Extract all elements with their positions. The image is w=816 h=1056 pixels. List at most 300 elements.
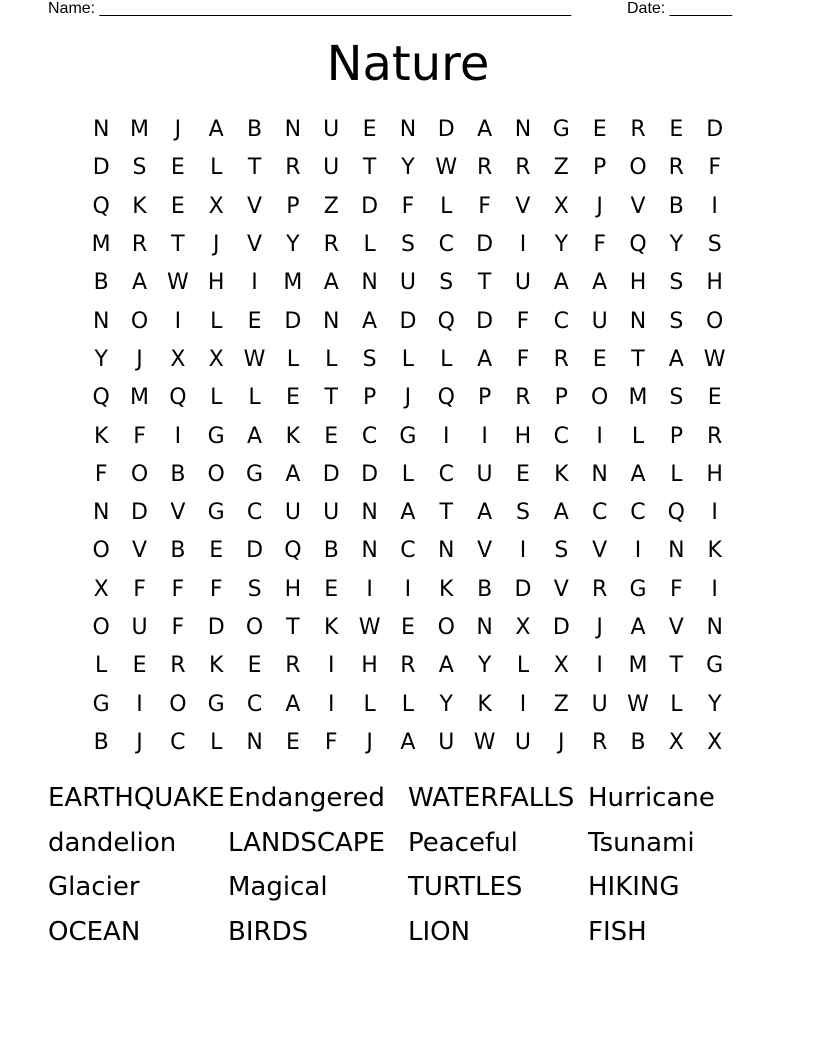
grid-letter: A [438,653,454,679]
grid-letter: G [399,423,417,449]
grid-letter: E [132,653,147,679]
grid-letter: L [210,385,223,411]
grid-letter: Q [169,385,187,411]
grid-letter: L [440,346,453,372]
grid-letter: R [591,729,608,755]
grid-letter: P [669,423,683,449]
grid-letter: E [170,193,185,219]
grid-letter: L [286,346,300,372]
grid-letter: G [207,500,225,526]
grid-letter: N [399,117,417,143]
grid-letter: X [208,193,224,219]
grid-letter: L [210,729,223,755]
grid-letter: S [247,576,262,602]
grid-row [82,341,734,379]
grid-letter: C [553,308,569,334]
grid-row [82,226,734,264]
grid-letter: W [473,729,496,755]
grid-letter: R [400,653,416,679]
grid-letter: G [92,691,110,717]
grid-letter: K [285,423,301,449]
grid-letter: L [401,691,415,717]
grid-letter: M [628,385,648,411]
grid-letter: F [708,155,721,181]
grid-letter: F [401,193,415,219]
grid-letter: X [208,346,224,372]
grid-letter: O [130,461,149,487]
grid-row [82,188,734,226]
grid-letter: R [515,385,531,411]
grid-letter: T [247,155,262,181]
grid-letter: M [91,232,111,258]
grid-letter: I [251,270,258,296]
page-title: Nature [326,36,490,92]
grid-letter: F [171,576,185,602]
grid-letter: S [669,385,684,411]
grid-letter: E [669,117,684,143]
grid-letter: C [591,500,608,526]
grid-letter: V [592,538,608,564]
grid-letter: R [668,155,684,181]
grid-letter: L [363,232,376,258]
grid-letter: A [362,308,378,334]
grid-letter: D [207,615,225,640]
grid-letter: S [362,346,377,372]
grid-letter: U [284,500,301,526]
grid-letter: I [711,576,718,602]
grid-letter: Z [553,155,569,181]
grid-letter: F [478,193,491,219]
grid-letter: O [169,691,187,717]
word-list-item: LION [408,917,471,948]
grid-letter: R [707,423,723,449]
grid-letter: X [553,653,569,679]
name-field: Name: _____________________________________________________ [48,0,572,17]
grid-letter: L [670,691,683,717]
grid-letter: U [476,461,493,487]
word-list-item: Hurricane [588,783,715,813]
grid-letter: Y [707,691,722,717]
grid-letter: G [706,653,724,679]
letter-grid [82,111,734,762]
grid-letter: O [629,155,647,181]
grid-letter: D [476,308,494,334]
grid-letter: N [438,538,455,564]
grid-letter: U [323,500,340,526]
grid-letter: R [630,117,646,143]
grid-letter: I [596,653,603,679]
grid-letter: R [515,155,531,181]
grid-letter: X [170,346,186,372]
grid-letter: T [324,385,338,411]
grid-letter: W [627,691,649,717]
grid-letter: N [92,500,110,526]
grid-letter: C [170,729,186,755]
grid-letter: H [361,653,378,679]
grid-letter: J [596,615,603,640]
grid-letter: R [285,155,301,181]
grid-letter: G [246,461,264,487]
grid-letter: X [515,615,531,640]
grid-letter: I [711,193,718,219]
grid-letter: A [477,117,493,143]
word-list-item: dandelion [48,827,177,858]
grid-row [82,111,734,149]
grid-letter: Z [553,691,569,717]
word-list-item: Tsunami [588,827,695,858]
grid-letter: Y [439,691,453,717]
grid-letter: B [477,576,493,602]
grid-letter: Z [323,193,339,219]
grid-letter: U [323,117,340,143]
grid-letter: G [629,576,647,602]
grid-letter: T [477,270,492,296]
grid-letter: U [591,691,608,717]
word-list-item: HIKING [588,872,680,903]
grid-letter: I [634,538,642,564]
grid-row [82,647,734,685]
grid-letter: E [362,117,377,143]
grid-letter: I [174,308,182,334]
grid-letter: R [476,155,493,181]
grid-letter: G [207,691,225,717]
grid-letter: D [92,155,110,181]
grid-letter: I [443,423,450,449]
grid-letter: H [629,270,647,296]
grid-letter: S [132,155,147,181]
grid-row [82,609,734,647]
grid-letter: F [516,346,530,372]
grid-letter: K [324,615,339,640]
grid-letter: E [592,117,607,143]
grid-letter: Y [669,232,684,258]
grid-letter: J [596,193,603,219]
grid-letter: J [136,729,143,755]
grid-letter: A [553,500,569,526]
grid-letter: L [440,193,453,219]
grid-letter: F [209,576,223,602]
grid-row [82,456,734,494]
grid-letter: D [246,538,264,564]
grid-letter: K [93,423,109,449]
word-list-item: EARTHQUAKE [48,783,225,813]
grid-letter: E [324,576,339,602]
grid-letter: X [707,729,723,755]
word-list-item: Peaceful [408,827,518,858]
word-list-item: Endangered [228,783,385,813]
grid-letter: I [136,691,143,717]
grid-letter: I [327,691,335,717]
grid-letter: I [711,500,718,526]
grid-letter: S [439,270,454,296]
grid-letter: E [400,615,415,640]
grid-letter: V [477,538,493,564]
grid-letter: W [166,270,189,296]
grid-letter: D [706,117,724,143]
grid-letter: C [246,691,263,717]
grid-letter: O [92,615,110,640]
grid-letter: J [404,385,412,411]
grid-letter: R [591,576,608,602]
date-field: Date: _______ [627,0,732,17]
grid-letter: L [401,346,415,372]
grid-letter: S [400,232,415,258]
grid-letter: B [93,270,109,296]
grid-letter: Q [667,500,685,526]
grid-letter: Y [286,232,300,258]
word-list-item: WATERFALLS [408,783,575,813]
grid-letter: K [208,653,224,679]
grid-letter: T [669,653,684,679]
grid-letter: A [630,461,646,487]
grid-letter: B [323,538,339,564]
grid-letter: A [400,729,416,755]
grid-letter: L [516,653,530,679]
grid-letter: H [514,423,532,449]
grid-letter: E [247,653,262,679]
grid-letter: L [248,385,261,411]
grid-letter: V [131,538,148,564]
grid-letter: L [95,653,108,679]
grid-letter: D [361,193,379,219]
grid-letter: U [514,270,531,296]
grid-letter: B [170,538,186,564]
grid-letter: N [246,729,263,755]
grid-letter: D [399,308,417,334]
grid-row [82,724,734,762]
grid-row [82,685,734,723]
grid-letter: F [94,461,108,487]
grid-letter: W [358,615,381,640]
grid-letter: U [131,615,148,640]
grid-letter: O [437,615,455,640]
grid-letter: M [628,653,648,679]
grid-letter: L [363,691,376,717]
grid-letter: A [323,270,339,296]
grid-letter: N [361,500,378,526]
grid-letter: K [554,461,569,487]
grid-letter: A [668,346,684,372]
word-list-item: OCEAN [48,917,141,948]
grid-letter: Q [437,308,455,334]
grid-letter: L [631,423,645,449]
word-list [48,776,768,955]
grid-row [82,264,734,302]
grid-row [82,302,734,340]
word-list-item: FISH [588,917,647,948]
grid-letter: R [323,232,339,258]
grid-letter: X [93,576,109,602]
grid-letter: G [552,117,570,143]
grid-letter: W [435,155,458,181]
grid-letter: P [593,155,607,181]
grid-letter: J [174,117,182,143]
grid-letter: T [439,500,453,526]
grid-letter: V [170,500,186,526]
grid-letter: A [477,346,493,372]
grid-letter: Q [92,385,110,411]
grid-letter: B [668,193,684,219]
grid-letter: O [207,461,225,487]
grid-letter: S [707,232,722,258]
grid-letter: B [247,117,263,143]
grid-row [82,417,734,455]
grid-letter: C [438,232,454,258]
grid-letter: M [283,270,303,296]
grid-letter: E [324,423,339,449]
grid-letter: A [285,461,301,487]
grid-letter: I [519,538,527,564]
grid-letter: F [324,729,338,755]
grid-letter: A [247,423,263,449]
grid-letter: L [210,155,223,181]
grid-letter: D [514,576,532,602]
grid-letter: B [170,461,186,487]
grid-letter: W [703,346,726,372]
grid-letter: P [477,385,492,411]
grid-letter: N [284,117,302,143]
word-list-item: TURTLES [408,872,523,903]
grid-row [82,494,734,532]
grid-letter: N [591,461,608,487]
word-list-item: LANDSCAPE [228,827,385,858]
grid-letter: N [706,615,723,640]
grid-row [82,532,734,570]
grid-letter: W [243,346,266,372]
grid-letter: K [707,538,722,564]
grid-letter: F [516,308,530,334]
grid-letter: T [286,615,300,640]
grid-letter: E [707,385,722,411]
grid-letter: D [476,232,494,258]
grid-letter: B [93,729,109,755]
grid-letter: V [553,576,569,602]
grid-letter: Q [284,538,302,564]
grid-letter: Q [629,232,647,258]
grid-letter: C [361,423,378,449]
grid-letter: H [207,270,225,296]
grid-row [82,149,734,187]
grid-letter: O [245,615,264,640]
grid-letter: K [439,576,454,602]
grid-letter: H [284,576,302,602]
grid-letter: P [554,385,568,411]
grid-letter: V [247,193,263,219]
grid-letter: E [247,308,262,334]
grid-letter: O [590,385,609,411]
grid-letter: I [404,576,412,602]
grid-letter: F [593,232,606,258]
grid-letter: E [170,155,185,181]
grid-letter: U [591,308,608,334]
grid-letter: D [437,117,455,143]
grid-letter: L [325,346,338,372]
grid-letter: S [554,538,569,564]
grid-letter: N [476,615,493,640]
grid-letter: E [516,461,530,487]
grid-letter: I [366,576,373,602]
grid-letter: R [285,653,301,679]
grid-letter: K [477,691,492,717]
grid-letter: Q [437,385,455,411]
word-list-item: BIRDS [228,917,309,948]
grid-letter: N [514,117,532,143]
grid-row [82,379,734,417]
grid-letter: D [322,461,340,487]
grid-letter: C [400,538,416,564]
grid-letter: F [171,615,185,640]
grid-letter: H [706,270,723,296]
grid-letter: E [285,729,300,755]
grid-letter: F [133,576,146,602]
grid-letter: F [133,423,146,449]
grid-letter: N [668,538,685,564]
grid-letter: Y [401,155,415,181]
grid-letter: S [669,308,684,334]
grid-letter: A [285,691,301,717]
word-list-item: Magical [228,872,328,903]
grid-letter: N [361,538,378,564]
grid-letter: N [92,117,110,143]
grid-letter: M [130,385,149,411]
grid-letter: P [286,193,300,219]
grid-letter: A [592,270,608,296]
grid-letter: S [669,270,684,296]
grid-letter: K [132,193,147,219]
grid-letter: E [285,385,300,411]
grid-letter: E [592,346,607,372]
grid-letter: Y [94,346,108,372]
grid-letter: M [130,117,149,143]
grid-letter: O [706,308,724,334]
grid-letter: Y [554,232,569,258]
grid-letter: R [553,346,569,372]
grid-letter: A [400,500,416,526]
grid-letter: D [361,461,379,487]
grid-letter: N [361,270,378,296]
grid-letter: Q [92,193,110,219]
grid-letter: C [246,500,263,526]
grid-letter: E [209,538,224,564]
grid-letter: Y [477,653,492,679]
grid-letter: P [362,385,377,411]
grid-letter: I [481,423,488,449]
grid-letter: J [136,346,143,372]
grid-letter: C [553,423,569,449]
grid-letter: V [630,193,646,219]
grid-letter: U [514,729,531,755]
word-list-item: Glacier [48,872,140,903]
grid-row [82,571,734,609]
grid-letter: T [362,155,377,181]
grid-letter: O [130,308,149,334]
grid-letter: I [327,653,335,679]
grid-letter: U [323,155,340,181]
grid-letter: N [323,308,340,334]
grid-letter: J [212,232,220,258]
grid-letter: N [92,308,110,334]
grid-letter: X [668,729,684,755]
grid-letter: R [131,232,148,258]
grid-letter: V [247,232,263,258]
grid-letter: U [399,270,416,296]
grid-letter: G [207,423,225,449]
grid-letter: J [366,729,373,755]
grid-letter: I [174,423,182,449]
grid-letter: D [552,615,570,640]
grid-letter: V [668,615,684,640]
grid-letter: A [630,615,646,640]
